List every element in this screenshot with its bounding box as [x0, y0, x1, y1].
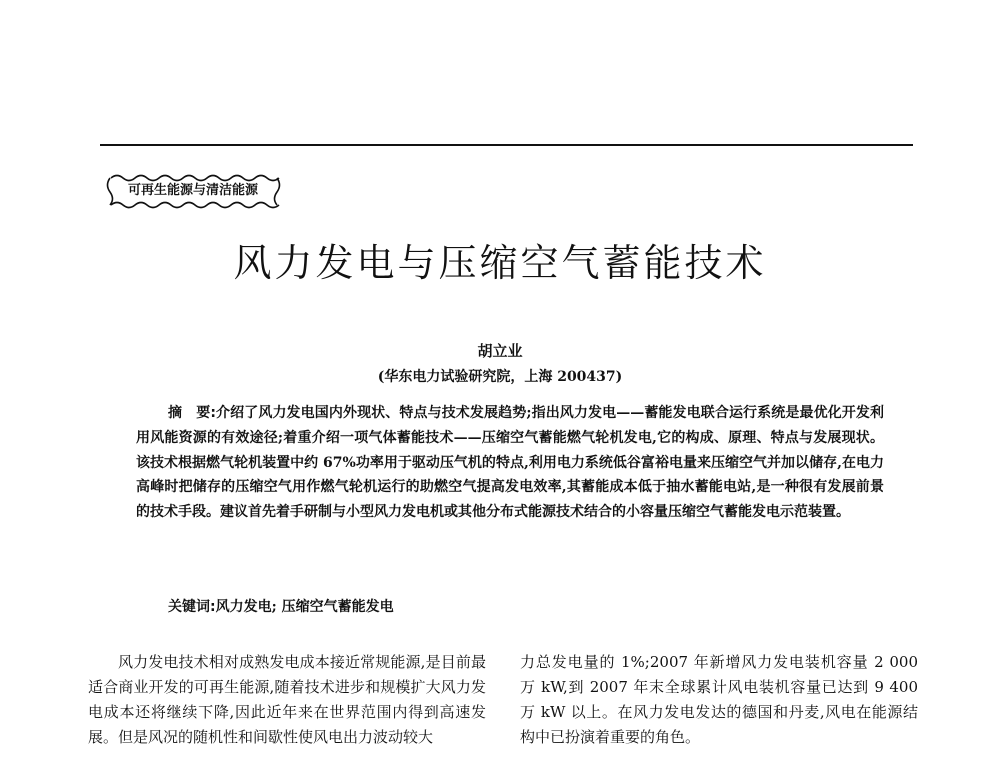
- abstract: [136, 401, 884, 525]
- category-banner: [103, 170, 283, 212]
- body-left-column: 风力发电技术相对成熟发电成本接近常规能源,是目前最适合商业开发的可再生能源,随着技术进步和规模扩大风力发电成本还将继续下降,因此近年来在世界范围内得到高速发展。但是风况的随机性和间歇性使风电出力波动较大: [88, 653, 486, 746]
- keywords: [168, 596, 884, 616]
- author-affiliation: (华东电力试验研究院，上海 200437): [377, 369, 623, 385]
- keywords-label: 关键词:: [168, 599, 216, 615]
- category-label: 可再生能源与清洁能源: [127, 183, 258, 198]
- keywords-text: 风力发电; 压缩空气蓄能发电: [215, 599, 394, 615]
- paper-title: 风力发电与压缩空气蓄能技术: [233, 241, 767, 285]
- body-right-column: 力总发电量的 1%;2007 年新增风力发电装机容量 2 000 万 kW,到 2007 年末全球累计风电装机容量已达到 9 400 万 kW 以上。在风力发电发达的德国和丹麦,风电在能源结构中已扮演着重要的角色。: [520, 653, 918, 746]
- abstract-text: 介绍了风力发电国内外现状、特点与技术发展趋势;指出风力发电——蓄能发电联合运行系统是最优化开发利用风能资源的有效途径;着重介绍一项气体蓄能技术——压缩空气蓄能燃气轮机发电,它的构成、原理、特点与发展现状。该技术根据燃气轮机装置中约 67%功率用于驱动压气机的特点,利用电力系统低谷富裕电量来压缩空气并加以储存,在电力高峰时把储存的压缩空气用作燃气轮机运行的助燃空气提高发电效率,其蓄能成本低于抽水蓄能电站,是一种很有发展前景的技术手段。建议首先着手研制与小型风力发电机或其他分布式能源技术结合的小容量压缩空气蓄能发电示范装置。: [136, 405, 884, 521]
- author-name: 胡立业: [477, 342, 523, 360]
- header-rule: [100, 144, 913, 146]
- abstract-label: 摘 要:: [168, 405, 216, 421]
